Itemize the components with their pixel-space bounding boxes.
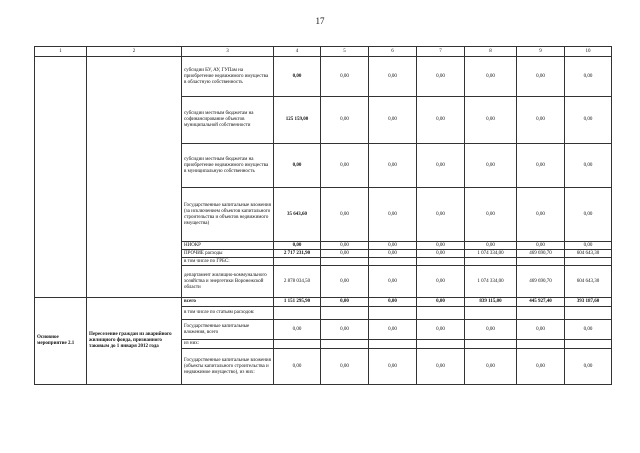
expense-item-label: НИОКР xyxy=(182,242,274,250)
value-cell: 0,00 xyxy=(417,349,465,385)
value-cell xyxy=(517,307,565,320)
value-cell: 0,00 xyxy=(465,320,517,340)
value-cell xyxy=(417,307,465,320)
value-cell: 0,00 xyxy=(417,266,465,298)
column-number-cell: 5 xyxy=(321,47,369,57)
value-cell: 0,00 xyxy=(417,250,465,258)
value-cell xyxy=(274,258,321,266)
activity-name: Переселение граждан из аварийного жилищного фонда, признанного таковым до 1 января 2012 года xyxy=(87,298,182,385)
value-cell: 839 115,00 xyxy=(465,298,517,307)
value-cell: 0,00 xyxy=(274,57,321,97)
value-cell: 0,00 xyxy=(369,188,417,242)
value-cell: 469 690,70 xyxy=(517,250,565,258)
activity-label: Основное мероприятие 2.1 xyxy=(35,298,87,385)
value-cell: 604 643,30 xyxy=(565,250,612,258)
value-cell xyxy=(517,258,565,266)
value-cell: 0,00 xyxy=(565,320,612,340)
value-cell xyxy=(465,340,517,349)
value-cell: 0,00 xyxy=(274,349,321,385)
expense-item-label: Государственные капитальные вложения (объекты капитального строительства и недвижимое имущество), из них: xyxy=(182,349,274,385)
value-cell xyxy=(565,340,612,349)
empty-cell xyxy=(87,57,182,298)
column-number-cell: 4 xyxy=(274,47,321,57)
expense-item-label: ПРОЧИЕ расходы xyxy=(182,250,274,258)
value-cell: 0,00 xyxy=(517,57,565,97)
value-cell: 0,00 xyxy=(369,242,417,250)
column-number-cell: 6 xyxy=(369,47,417,57)
value-cell: 0,00 xyxy=(465,349,517,385)
column-number-row xyxy=(35,47,612,57)
value-cell: 0,00 xyxy=(274,320,321,340)
expense-item-label: субсидии местным бюджетам на приобретение недвижимого имущества в муниципальную собственность xyxy=(182,144,274,188)
value-cell: 0,00 xyxy=(465,57,517,97)
value-cell xyxy=(565,307,612,320)
value-cell: 0,00 xyxy=(369,57,417,97)
value-cell: 2 878 034,50 xyxy=(274,266,321,298)
table-row xyxy=(35,298,612,307)
value-cell: 0,00 xyxy=(321,320,369,340)
empty-cell xyxy=(35,57,87,298)
page-number: 17 xyxy=(315,16,325,26)
value-cell: 0,00 xyxy=(321,266,369,298)
column-number-cell: 10 xyxy=(565,47,612,57)
value-cell xyxy=(417,258,465,266)
value-cell xyxy=(565,258,612,266)
value-cell xyxy=(274,340,321,349)
value-cell: 0,00 xyxy=(321,57,369,97)
value-cell: 1 151 295,90 xyxy=(274,298,321,307)
value-cell: 2 717 231,90 xyxy=(274,250,321,258)
value-cell: 0,00 xyxy=(321,250,369,258)
value-cell: 0,00 xyxy=(369,320,417,340)
expense-item-label: субсидии БУ, АУ, ГУПам на приобретение недвижимого имущества в областную собственность xyxy=(182,57,274,97)
value-cell: 0,00 xyxy=(321,298,369,307)
column-number-cell: 9 xyxy=(517,47,565,57)
value-cell: 0,00 xyxy=(417,188,465,242)
value-cell: 0,00 xyxy=(369,250,417,258)
value-cell: 0,00 xyxy=(465,242,517,250)
value-cell: 469 690,70 xyxy=(517,266,565,298)
value-cell: 0,00 xyxy=(417,298,465,307)
column-number-cell: 7 xyxy=(417,47,465,57)
value-cell: 0,00 xyxy=(465,144,517,188)
value-cell: 393 187,60 xyxy=(565,298,612,307)
expense-item-label: Государственные капитальные вложения, всего xyxy=(182,320,274,340)
column-number-cell: 1 xyxy=(35,47,87,57)
value-cell: 0,00 xyxy=(565,349,612,385)
column-number-cell: 2 xyxy=(87,47,182,57)
column-number-cell: 3 xyxy=(182,47,274,57)
column-number-cell: 8 xyxy=(465,47,517,57)
value-cell: 0,00 xyxy=(321,349,369,385)
value-cell: 604 643,30 xyxy=(565,266,612,298)
value-cell xyxy=(417,340,465,349)
value-cell: 0,00 xyxy=(417,242,465,250)
value-cell: 0,00 xyxy=(517,144,565,188)
value-cell xyxy=(465,258,517,266)
value-cell xyxy=(517,340,565,349)
value-cell: 0,00 xyxy=(321,144,369,188)
value-cell xyxy=(321,258,369,266)
value-cell: 0,00 xyxy=(417,144,465,188)
value-cell: 0,00 xyxy=(517,242,565,250)
budget-table xyxy=(34,46,612,385)
value-cell: 0,00 xyxy=(565,242,612,250)
value-cell: 0,00 xyxy=(369,349,417,385)
expense-item-label: в том числе по ГРБС: xyxy=(182,258,274,266)
value-cell: 0,00 xyxy=(369,144,417,188)
expense-item-label: Государственные капитальные вложения (за исключением объектов капитального строительства и объектов недвижимого имущества) xyxy=(182,188,274,242)
expense-item-label: из них: xyxy=(182,340,274,349)
expense-item-label: всего xyxy=(182,298,274,307)
value-cell: 0,00 xyxy=(517,188,565,242)
value-cell: 0,00 xyxy=(565,188,612,242)
value-cell: 1 074 334,00 xyxy=(465,266,517,298)
value-cell: 0,00 xyxy=(274,144,321,188)
value-cell: 0,00 xyxy=(321,188,369,242)
value-cell xyxy=(369,340,417,349)
value-cell xyxy=(369,258,417,266)
value-cell: 0,00 xyxy=(369,97,417,144)
value-cell: 0,00 xyxy=(417,57,465,97)
value-cell xyxy=(274,307,321,320)
table-row xyxy=(35,57,612,97)
value-cell xyxy=(369,307,417,320)
expense-item-label: в том числе по статьям расходов: xyxy=(182,307,274,320)
value-cell xyxy=(321,340,369,349)
value-cell: 35 643,60 xyxy=(274,188,321,242)
value-cell: 0,00 xyxy=(274,242,321,250)
value-cell: 0,00 xyxy=(417,320,465,340)
value-cell: 0,00 xyxy=(321,242,369,250)
value-cell: 0,00 xyxy=(465,188,517,242)
value-cell: 0,00 xyxy=(417,97,465,144)
value-cell: 0,00 xyxy=(369,266,417,298)
value-cell: 0,00 xyxy=(565,57,612,97)
value-cell: 0,00 xyxy=(465,97,517,144)
value-cell: 125 159,00 xyxy=(274,97,321,144)
value-cell xyxy=(465,307,517,320)
value-cell: 0,00 xyxy=(517,349,565,385)
value-cell: 0,00 xyxy=(517,97,565,144)
value-cell: 0,00 xyxy=(369,298,417,307)
value-cell: 0,00 xyxy=(321,97,369,144)
expense-item-label: департамент жилищно-коммунального хозяйства и энергетики Воронежской области xyxy=(182,266,274,298)
value-cell: 0,00 xyxy=(565,144,612,188)
value-cell: 0,00 xyxy=(517,320,565,340)
value-cell: 445 927,40 xyxy=(517,298,565,307)
expense-item-label: субсидии местным бюджетам на софинансирование объектов муниципальной собственности xyxy=(182,97,274,144)
value-cell: 1 074 334,00 xyxy=(465,250,517,258)
value-cell xyxy=(321,307,369,320)
value-cell: 0,00 xyxy=(565,97,612,144)
